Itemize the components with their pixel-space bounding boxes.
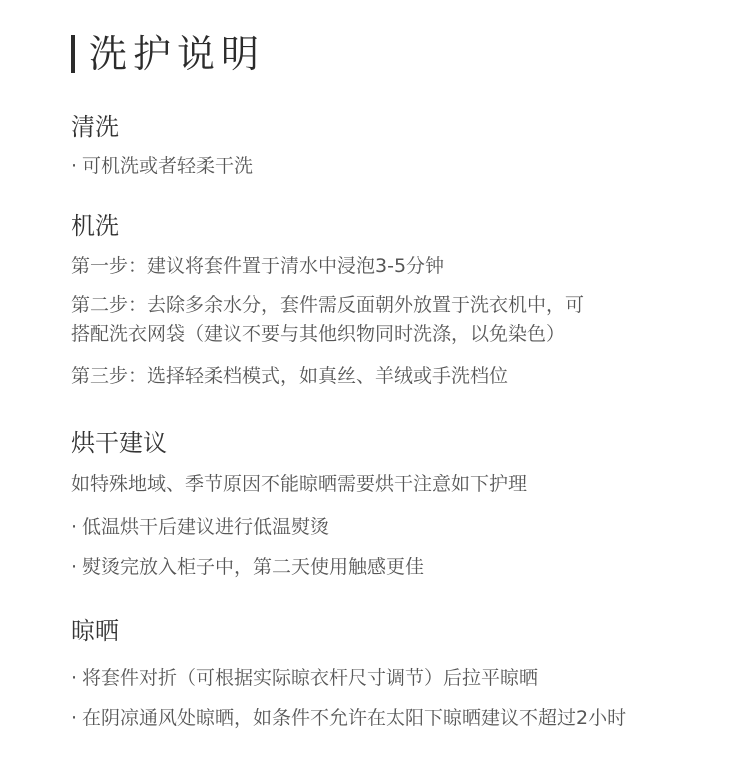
section-heading-air: 晾晒	[71, 617, 119, 645]
air-bullet-2	[71, 704, 626, 732]
bullet-dot: ·	[71, 667, 78, 689]
air-bullet-1	[71, 664, 538, 692]
machine-step-2-line-2: 搭配洗衣网袋（建议不要与其他织物同时洗涤，以免染色）	[71, 323, 566, 345]
bullet-dot: ·	[71, 707, 78, 729]
page-title-block	[71, 30, 265, 78]
section-heading-machine: 机洗	[71, 212, 119, 240]
dry-bullet-2-text: 熨烫完放入柜子中，第二天使用触感更佳	[82, 556, 425, 578]
air-bullet-1-text: 将套件对折（可根据实际晾衣杆尺寸调节）后拉平晾晒	[82, 667, 539, 689]
page-title: 洗护说明	[89, 32, 266, 76]
bullet-dot: ·	[71, 556, 78, 578]
bullet-dot: ·	[71, 516, 78, 538]
machine-step-2-line-1: 第二步：去除多余水分，套件需反面朝外放置于洗衣机中，可	[71, 294, 585, 316]
title-accent-bar	[71, 35, 75, 73]
machine-step-3: 第三步：选择轻柔档模式，如真丝、羊绒或手洗档位	[71, 365, 509, 387]
section-heading-wash: 清洗	[71, 113, 119, 141]
wash-bullet-text: 可机洗或者轻柔干洗	[82, 155, 254, 177]
dry-bullet-1-text: 低温烘干后建议进行低温熨烫	[82, 516, 330, 538]
dry-intro: 如特殊地域、季节原因不能晾晒需要烘干注意如下护理	[71, 473, 528, 495]
dry-bullet-2	[71, 553, 424, 581]
machine-step-1: 第一步：建议将套件置于清水中浸泡3-5分钟	[71, 255, 445, 277]
bullet-dot: ·	[71, 155, 78, 177]
air-bullet-2-text: 在阴凉通风处晾晒，如条件不允许在太阳下晾晒建议不超过2小时	[82, 707, 627, 729]
dry-bullet-1	[71, 513, 329, 541]
wash-bullet	[71, 152, 253, 180]
section-heading-dry: 烘干建议	[71, 429, 167, 457]
